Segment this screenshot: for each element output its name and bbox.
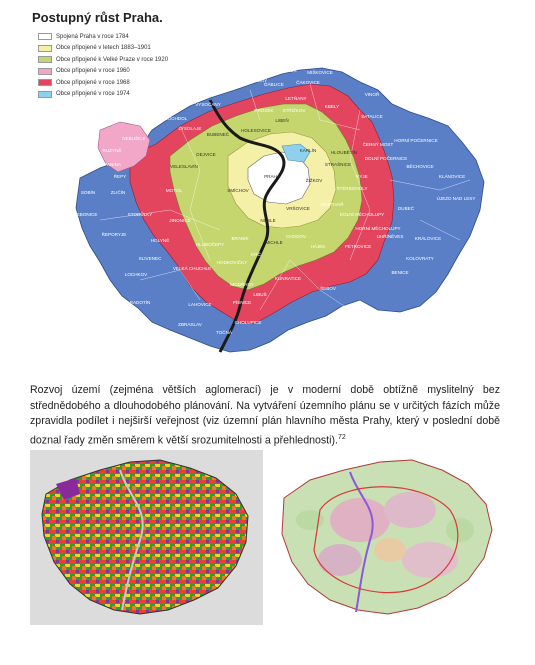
district-label-modrany: MODŘANY [230, 282, 254, 287]
district-label-bubenec: BUBENEČ [206, 132, 230, 137]
district-label-kunratice: KUNRATICE [274, 276, 302, 281]
district-label-miskovice: MIŠKOVICE [307, 70, 333, 75]
district-label-vysocany: VYSOČANY [195, 102, 221, 107]
zoning-map [270, 450, 503, 625]
district-label-cakovice: ČAKOVICE [296, 80, 320, 85]
district-label-strasnice: STRAŠNICE [324, 162, 352, 167]
district-label-lipence: LIPENCE [120, 340, 140, 345]
prague-growth-map [60, 60, 490, 360]
district-label-tocna: TOČNÁ [216, 330, 232, 335]
district-label-zlicin: ZLIČÍN [110, 190, 126, 195]
district-label-petrovice: PETROVICE [344, 244, 372, 249]
district-label-kyje: KYJE [356, 174, 368, 179]
district-label-horni-mecholupy: HORNÍ MĚCHOLUPY [355, 226, 401, 231]
district-label-veleslavin: VELESLAVÍN [170, 164, 198, 169]
district-label-dejvice: DEJVICE [196, 152, 216, 157]
district-label-vrsovice: VRŠOVICE [286, 206, 310, 211]
district-label-slivenec: SLIVENEC [138, 256, 162, 261]
legend-swatch [38, 45, 52, 52]
district-label-praha: PRAHA [264, 174, 280, 179]
district-label-sobin: SOBÍN [80, 190, 96, 195]
legend-swatch [38, 68, 52, 75]
district-label-kbely: KBELY [324, 104, 340, 109]
district-label-satalice: SATALICE [361, 114, 383, 119]
district-label-lahovice: LAHOVICE [188, 302, 212, 307]
district-label-klanovice: KLÁNOVICE [438, 174, 466, 179]
district-label-hloubetin: HLOUBĚTÍN [330, 150, 358, 155]
district-label-ruzyne: RUZYNĚ [102, 148, 122, 153]
district-label-horni-pocernice: HORNÍ POČERNICE [394, 138, 438, 143]
district-label-karlin: KARLÍN [299, 148, 317, 153]
body-paragraph [30, 383, 500, 449]
legend-item [38, 43, 168, 55]
legend-label: Obce připojené k Velké Praze v roce 1920 [56, 56, 169, 63]
district-label-jinonice: JINONICE [169, 218, 191, 223]
district-label-benice: BENICE [391, 270, 409, 275]
district-label-sterboholy: ŠTĚRBOHOLY [336, 186, 368, 191]
district-label-nebusice2: HOLESOVICE [241, 128, 271, 133]
district-label-nebusice: NEBUŠICE [122, 136, 146, 141]
district-label-hodkovicky: HODKOVIČKY [216, 260, 248, 265]
district-label-stodulky: STODŮLKY [127, 212, 153, 217]
land-use-map [30, 450, 263, 625]
legend-label: Obce připojené v roce 1968 [56, 79, 130, 86]
legend-label: Obce připojené v roce 1974 [56, 91, 130, 98]
paragraph-text: Rozvoj území (zejména větších aglomerací) je v moderní době obtížně myslitelný bez střednědobého a dlouhodobého plánování. Na vytváření územního plánu se v určitých fázích může zpravidla podílet i nejširší veřejnost (viz územní plán hlavního města Prahy, který v poslední době doznal řady změn směrem k větší srozumitelnosti a přehlednosti). [30, 384, 500, 447]
district-label-libus: LIBUŠ [253, 292, 267, 297]
district-label-uhrineves: UHŘÍNĚVES [376, 234, 404, 239]
district-label-dolni-chabry: DOLNÍ CHABRY [232, 78, 268, 83]
district-label-chodov: CHODOV [285, 234, 307, 239]
district-label-dubec: DUBEČ [397, 206, 415, 211]
district-label-nusle: NUSLE [260, 218, 276, 223]
district-label-cerny-most: ČERNÝ MOST [362, 142, 394, 147]
district-label-dolni-pocernice: DOLNÍ POČERNICE [364, 156, 408, 161]
district-label-repy: ŘEPY [113, 174, 127, 179]
district-label-prednilaz: PŘEDNÍ KOPANINA [78, 162, 122, 167]
legend-label: Obce připojené v letech 1883–1901 [56, 45, 151, 52]
district-label-dolni-mecholupy: DOLNÍ MĚCHOLUPY [339, 212, 385, 217]
district-label-smichov: SMÍCHOV [227, 188, 249, 193]
legend-label: Obce připojené v roce 1960 [56, 68, 130, 75]
district-label-liben: LIBEŇ [275, 118, 289, 123]
district-label-trebonice: TŘEBONICE [70, 212, 98, 217]
legend-swatch [38, 56, 52, 63]
legend-swatch [38, 33, 52, 40]
district-label-bechovice: BĚCHOVICE [406, 164, 434, 169]
district-label-holyne: HOLYNĚ [150, 238, 170, 243]
legend-swatch [38, 91, 52, 98]
district-label-hostivar: HOSTIVAŘ [320, 202, 344, 207]
legend-item [38, 31, 168, 43]
district-label-radotin: RADOTÍN [129, 300, 151, 305]
district-label-kralovice: KRÁLOVICE [414, 236, 442, 241]
legend-label: Spojená Praha v roce 1784 [56, 33, 129, 40]
district-label-lysolaje: LYSOLAJE [178, 126, 202, 131]
legend-swatch [38, 79, 52, 86]
district-label-branik: BRANÍK [231, 236, 249, 241]
district-label-strizkov: STŘÍŽKOV [282, 108, 306, 113]
district-label-kolovraty: KOLOVRATY [406, 256, 434, 261]
district-label-prosek: PROSEK [254, 108, 274, 113]
district-label-sebov: ŠEBOV [320, 286, 336, 291]
district-label-hajek: HÁJEK [310, 244, 326, 249]
district-label-hlubocepy: HLUBOČEPY [195, 242, 225, 247]
district-label-michle: MICHLE [265, 240, 283, 245]
district-label-krc: KRČ [251, 252, 261, 257]
district-label-pisnice: PÍSNICE [232, 300, 252, 305]
district-label-sablice: ĎÁBLICE [264, 82, 284, 87]
footnote-ref: 72 [337, 433, 346, 441]
page-title: Postupný růst Praha. [32, 10, 163, 25]
district-label-velka-chuchle: VELKÁ CHUCHLE [172, 266, 212, 271]
district-label-cholupice: CHOLUPICE [234, 320, 262, 325]
district-label-brezineves: BŘEZINEVES [267, 68, 297, 73]
district-label-letnany: LETŇANY [285, 96, 307, 101]
district-label-zbraslav: ZBRASLAV [178, 322, 202, 327]
district-label-suchdol: SUCHDOL [164, 116, 188, 121]
district-label-vinor: VINOŘ [364, 92, 380, 97]
district-label-lochkov: LOCHKOV [124, 272, 148, 277]
district-label-strasnice2: ŽIŽKOV [305, 178, 323, 183]
district-label-ujezd: ÚJEZD NAD LESY [436, 196, 476, 201]
district-label-reporyje: ŘEPORYJE [101, 232, 127, 237]
district-label-motol: MOTOL [165, 188, 183, 193]
